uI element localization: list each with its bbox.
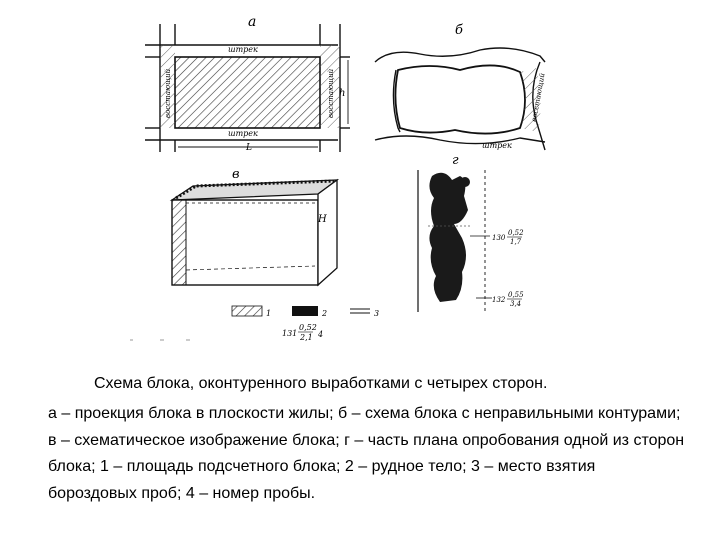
legend-swatch-2 (292, 306, 318, 316)
legend (232, 306, 379, 342)
block-v-front (172, 200, 318, 285)
legend-4-den: 2,1 (300, 333, 313, 342)
sample-132-id: 132 (492, 296, 506, 304)
panel-a-left-label: восстающий (164, 68, 172, 118)
ore-body (429, 173, 468, 302)
panel-v-letter: в (232, 167, 240, 182)
panel-a-l-label: L (246, 143, 252, 153)
panel-a-bottom-label: штрек (228, 129, 258, 138)
panel-v (172, 167, 337, 285)
sample-130-num: 0,52 (508, 229, 524, 237)
legend-num-1: 1 (266, 309, 272, 318)
legend-swatch-1 (232, 306, 262, 316)
panel-b-letter: б (455, 23, 463, 38)
sample-132-num: 0,55 (508, 291, 524, 299)
panel-v-h-label: H (318, 214, 327, 225)
legend-4-num: 0,52 (299, 323, 317, 332)
sample-130-id: 130 (492, 234, 506, 242)
sample-130-den: 1,7 (510, 238, 522, 246)
legend-num-4: 4 (318, 330, 324, 339)
panel-a-letter: а (248, 14, 257, 30)
caption-body: а – проекция блока в плоскости жилы; б – схема блока с неправильными контурами; в – схематическое изображение блока; г – часть плана опробования одной из сторон блока; 1 – площадь подсчетного блока; 2 – рудное тело; 3 – место взятия бороздовых проб; 4 – номер пробы. (48, 405, 685, 502)
panel-b-bottom-label: штрек (482, 141, 512, 150)
legend-4-id: 131 (282, 329, 298, 338)
caption-title: Схема блока, оконтуренного выработками с четырех сторон. (94, 375, 548, 392)
panel-g-letter: г (452, 153, 459, 168)
panel-a-top-label: штрек (228, 45, 258, 54)
block-b-contour (395, 65, 525, 133)
legend-num-3: 3 (374, 309, 380, 318)
legend-num-2: 2 (322, 309, 328, 318)
block-a-area (175, 57, 320, 128)
panel-g (418, 153, 524, 312)
panel-a-h-label: h (339, 88, 346, 99)
panel-b-right-label: восстающий (530, 72, 547, 123)
panel-a (145, 14, 350, 153)
panel-b (375, 23, 547, 150)
sample-132-den: 3,4 (510, 300, 522, 308)
panel-a-right-label: восстающий (327, 68, 335, 118)
